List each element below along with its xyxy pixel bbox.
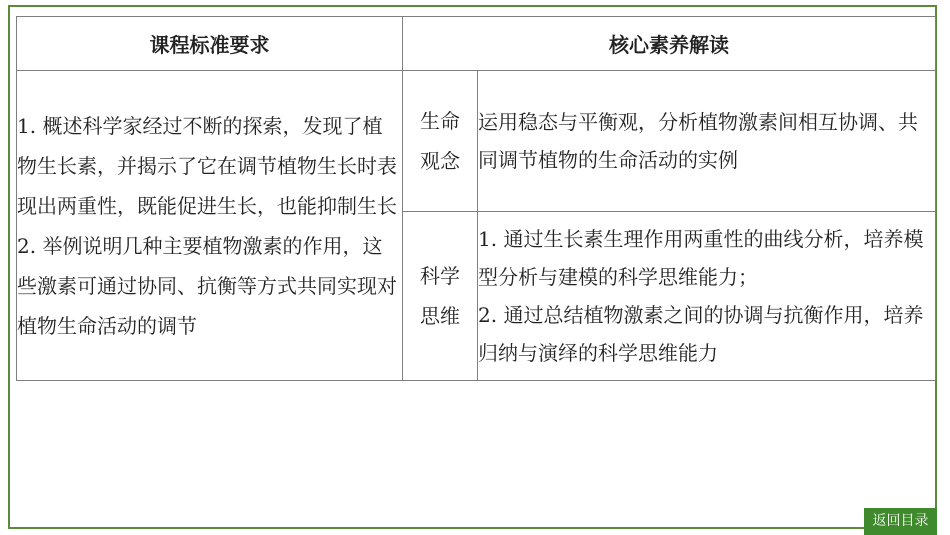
description-point: 1. 通过生长素生理作用两重性的曲线分析，培养模型分析与建模的科学思维能力；: [478, 227, 924, 289]
dimension-label-line: 生命: [420, 109, 460, 133]
requirement-item-1: 1. 概述科学家经过不断的探索，发现了植物生长素，并揭示了它在调节植物生长时表现出两重性，既能促进生长，也能抑制生长: [17, 113, 397, 218]
requirement-item-2: 2. 举例说明几种主要植物激素的作用，这些激素可通过协同、抗衡等方式共同实现对植物生命活动的调节: [17, 233, 397, 338]
description-cell-life-concept: [478, 71, 936, 212]
description-point: 运用稳态与平衡观，分析植物激素间相互协调、共同调节植物的生命活动的实例: [478, 110, 918, 172]
requirements-cell: [17, 71, 403, 381]
description-point: 2. 通过总结植物激素之间的协调与抗衡作用，培养归纳与演绎的科学思维能力: [478, 303, 924, 365]
back-to-contents-button[interactable]: 返回目录: [864, 508, 937, 535]
table-row: [17, 71, 936, 212]
dimension-cell-scientific-thinking: [403, 212, 478, 381]
curriculum-table: [16, 16, 936, 381]
dimension-label-line: 科学: [420, 264, 460, 288]
dimension-label-line: 思维: [420, 304, 460, 328]
header-curriculum-standard: 课程标准要求: [17, 17, 403, 71]
dimension-label-line: 观念: [420, 149, 460, 173]
table-header-row: [17, 17, 936, 71]
header-core-literacy: 核心素养解读: [403, 17, 936, 71]
dimension-cell-life-concept: [403, 71, 478, 212]
description-cell-scientific-thinking: [478, 212, 936, 381]
